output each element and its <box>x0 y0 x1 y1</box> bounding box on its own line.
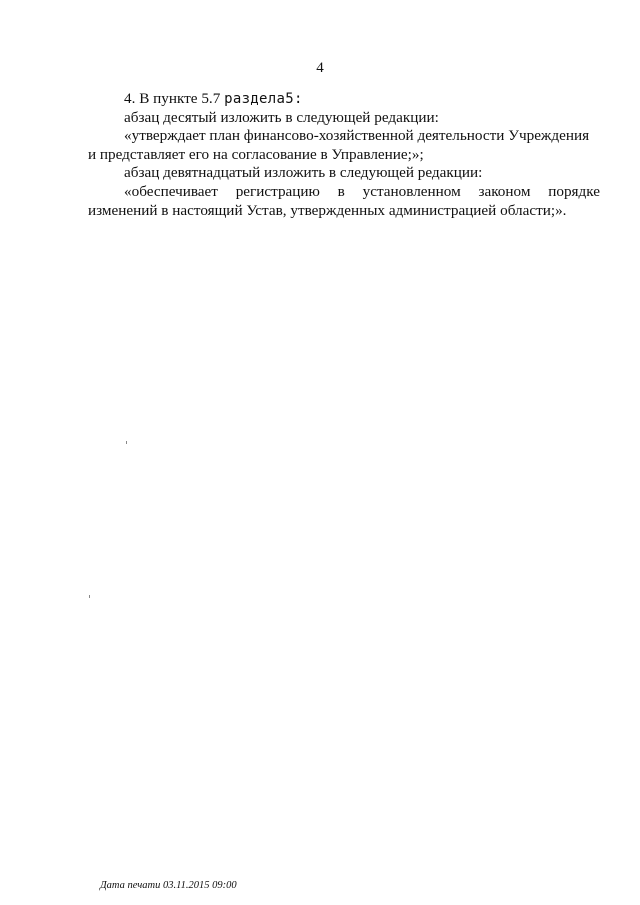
paragraph-10-quote-line-1: «утверждает план финансово-хозяйственной деятельности Учреждения <box>124 127 590 145</box>
page-number: 4 <box>316 60 324 76</box>
paragraph-10-intro: абзац десятый изложить в следующей редакции: <box>124 108 439 126</box>
paragraph-10-quote-line-2: и представляет его на согласование в Управление;»; <box>88 145 424 163</box>
paragraph-19-quote-line-1: «обеспечивает регистрацию в установленном законом порядке <box>124 182 600 200</box>
scan-speck <box>89 595 90 598</box>
paragraph-19-quote-line-2: изменений в настоящий Устав, утвержденных администрацией области;». <box>88 201 567 219</box>
paragraph-19-intro: абзац девятнадцатый изложить в следующей редакции: <box>124 164 483 182</box>
item-4-typed-insert: раздела5: <box>224 91 303 107</box>
scan-speck <box>126 441 127 444</box>
document-body <box>88 90 600 220</box>
item-4-heading <box>88 90 600 109</box>
print-date-footer: Дата печати 03.11.2015 09:00 <box>100 880 237 891</box>
item-4-prefix: 4. В пункте 5.7 <box>124 90 225 107</box>
